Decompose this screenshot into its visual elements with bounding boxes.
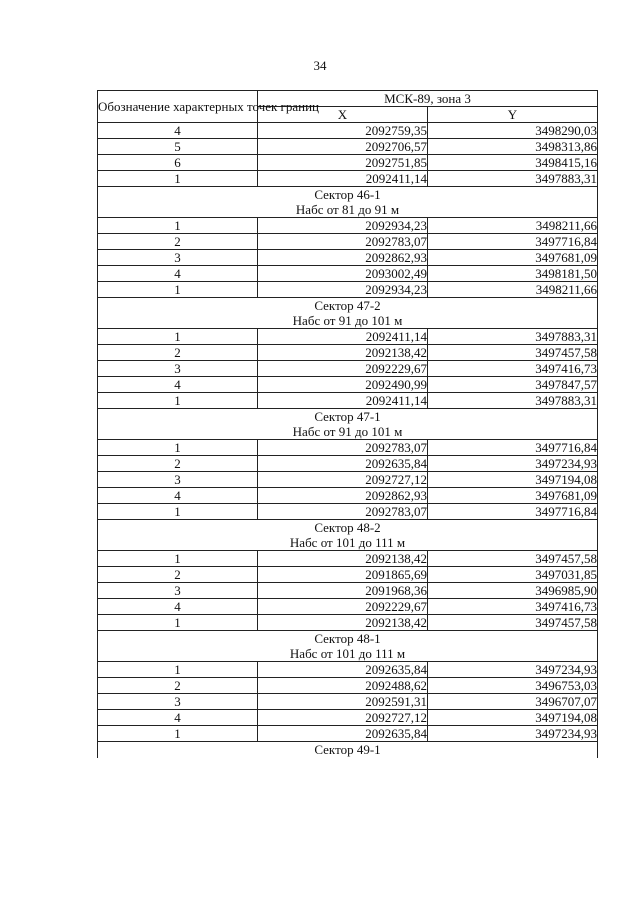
table-row <box>98 615 598 631</box>
point-number-cell: 1 <box>98 440 258 456</box>
y-coordinate-cell: 3497681,09 <box>428 488 598 504</box>
x-coordinate-cell: 2092727,12 <box>258 710 428 726</box>
table-row <box>98 678 598 694</box>
table-row <box>98 599 598 615</box>
point-number-cell: 3 <box>98 694 258 710</box>
x-coordinate-cell: 2092635,84 <box>258 726 428 742</box>
y-coordinate-cell: 3497031,85 <box>428 567 598 583</box>
table-row <box>98 504 598 520</box>
y-coordinate-cell: 3497234,93 <box>428 456 598 472</box>
table-row <box>98 583 598 599</box>
x-coordinate-cell: 2092488,62 <box>258 678 428 694</box>
page-number: 34 <box>313 58 327 73</box>
sector-header <box>98 409 598 440</box>
y-coordinate-cell: 3497847,57 <box>428 377 598 393</box>
sector-name: Сектор 46-1 <box>314 187 381 202</box>
point-number-cell: 1 <box>98 551 258 567</box>
point-number-cell: 1 <box>98 282 258 298</box>
x-coordinate-cell: 2092783,07 <box>258 504 428 520</box>
point-number-cell: 1 <box>98 218 258 234</box>
sector-header-row <box>98 742 598 759</box>
y-coordinate-cell: 3498211,66 <box>428 282 598 298</box>
y-coordinate-cell: 3497883,31 <box>428 329 598 345</box>
sector-header <box>98 187 598 218</box>
y-coordinate-cell: 3497416,73 <box>428 361 598 377</box>
sector-header <box>98 520 598 551</box>
sector-elevation-range: Набс от 81 до 91 м <box>295 202 400 217</box>
point-number-cell: 3 <box>98 250 258 266</box>
y-coordinate-cell: 3496753,03 <box>428 678 598 694</box>
y-coordinate-cell: 3498415,16 <box>428 155 598 171</box>
table-row <box>98 155 598 171</box>
x-coordinate-cell: 2092635,84 <box>258 456 428 472</box>
y-coordinate-cell: 3497457,58 <box>428 345 598 361</box>
y-coordinate-cell: 3497457,58 <box>428 615 598 631</box>
y-coordinate-cell: 3497883,31 <box>428 393 598 409</box>
y-coordinate-cell: 3498211,66 <box>428 218 598 234</box>
table-row <box>98 377 598 393</box>
sector-elevation-range: Набс от 101 до 111 м <box>289 646 406 661</box>
x-coordinate-cell: 2092138,42 <box>258 615 428 631</box>
table-row <box>98 694 598 710</box>
x-coordinate-cell: 2092591,31 <box>258 694 428 710</box>
y-coordinate-cell: 3497681,09 <box>428 250 598 266</box>
sector-name: Сектор 47-1 <box>314 409 381 424</box>
y-coordinate-cell: 3497234,93 <box>428 726 598 742</box>
y-coordinate-cell: 3496707,07 <box>428 694 598 710</box>
x-coordinate-cell: 2092138,42 <box>258 551 428 567</box>
table-row <box>98 171 598 187</box>
table-row <box>98 440 598 456</box>
table-row <box>98 551 598 567</box>
y-column-header: Y <box>428 107 598 123</box>
sector-name: Сектор 47-2 <box>314 298 381 313</box>
x-coordinate-cell: 2091968,36 <box>258 583 428 599</box>
point-number-cell: 2 <box>98 456 258 472</box>
table-row <box>98 361 598 377</box>
table-row <box>98 472 598 488</box>
table-row <box>98 266 598 282</box>
y-coordinate-cell: 3496985,90 <box>428 583 598 599</box>
sector-elevation-range: Набс от 101 до 111 м <box>289 535 406 550</box>
point-number-cell: 3 <box>98 361 258 377</box>
y-coordinate-cell: 3498290,03 <box>428 123 598 139</box>
table-row <box>98 393 598 409</box>
table-row <box>98 662 598 678</box>
sector-elevation-range: Набс от 91 до 101 м <box>292 424 403 439</box>
coordinates-table <box>97 90 598 758</box>
x-coordinate-cell: 2092411,14 <box>258 393 428 409</box>
x-coordinate-cell: 2092783,07 <box>258 440 428 456</box>
x-column-header: X <box>258 107 428 123</box>
sector-header <box>98 298 598 329</box>
point-number-cell: 1 <box>98 504 258 520</box>
point-number-cell: 4 <box>98 710 258 726</box>
point-number-cell: 1 <box>98 393 258 409</box>
sector-name: Сектор 48-1 <box>314 631 381 646</box>
table-header-row <box>98 91 598 107</box>
point-number-cell: 4 <box>98 266 258 282</box>
table-row <box>98 123 598 139</box>
point-number-cell: 1 <box>98 171 258 187</box>
x-coordinate-cell: 2092229,67 <box>258 361 428 377</box>
x-coordinate-cell: 2092934,23 <box>258 218 428 234</box>
x-coordinate-cell: 2092635,84 <box>258 662 428 678</box>
point-number-cell: 1 <box>98 329 258 345</box>
x-coordinate-cell: 2092490,99 <box>258 377 428 393</box>
point-number-cell: 4 <box>98 599 258 615</box>
sector-header-row <box>98 409 598 440</box>
x-coordinate-cell: 2092411,14 <box>258 171 428 187</box>
y-coordinate-cell: 3497416,73 <box>428 599 598 615</box>
table-row <box>98 234 598 250</box>
point-number-cell: 3 <box>98 583 258 599</box>
x-coordinate-cell: 2091865,69 <box>258 567 428 583</box>
x-coordinate-cell: 2092706,57 <box>258 139 428 155</box>
point-number-cell: 2 <box>98 567 258 583</box>
x-coordinate-cell: 2092751,85 <box>258 155 428 171</box>
x-coordinate-cell: 2092229,67 <box>258 599 428 615</box>
x-coordinate-cell: 2092862,93 <box>258 250 428 266</box>
sector-header-row <box>98 631 598 662</box>
y-coordinate-cell: 3497194,08 <box>428 472 598 488</box>
point-number-cell: 4 <box>98 488 258 504</box>
sector-header-row <box>98 187 598 218</box>
y-coordinate-cell: 3497716,84 <box>428 440 598 456</box>
sector-header <box>98 631 598 662</box>
x-coordinate-cell: 2092934,23 <box>258 282 428 298</box>
sector-header-row <box>98 298 598 329</box>
y-coordinate-cell: 3497716,84 <box>428 234 598 250</box>
table-row <box>98 282 598 298</box>
point-number-cell: 4 <box>98 377 258 393</box>
y-coordinate-cell: 3497234,93 <box>428 662 598 678</box>
point-number-cell: 1 <box>98 662 258 678</box>
table-row <box>98 139 598 155</box>
sector-elevation-range: Набс от 91 до 101 м <box>292 313 403 328</box>
x-coordinate-cell: 2092862,93 <box>258 488 428 504</box>
table-row <box>98 345 598 361</box>
x-coordinate-cell: 2092759,35 <box>258 123 428 139</box>
point-number-cell: 4 <box>98 123 258 139</box>
x-coordinate-cell: 2092783,07 <box>258 234 428 250</box>
x-coordinate-cell: 2093002,49 <box>258 266 428 282</box>
coordinate-system-header: МСК-89, зона 3 <box>258 91 598 107</box>
x-coordinate-cell: 2092138,42 <box>258 345 428 361</box>
point-number-cell: 1 <box>98 615 258 631</box>
y-coordinate-cell: 3497716,84 <box>428 504 598 520</box>
point-number-cell: 2 <box>98 345 258 361</box>
x-coordinate-cell: 2092411,14 <box>258 329 428 345</box>
sector-header <box>98 742 598 759</box>
y-coordinate-cell: 3498313,86 <box>428 139 598 155</box>
point-number-cell: 3 <box>98 472 258 488</box>
point-number-cell: 5 <box>98 139 258 155</box>
sector-header-row <box>98 520 598 551</box>
y-coordinate-cell: 3497194,08 <box>428 710 598 726</box>
table-row <box>98 456 598 472</box>
sector-name: Сектор 48-2 <box>314 520 381 535</box>
y-coordinate-cell: 3498181,50 <box>428 266 598 282</box>
point-number-cell: 2 <box>98 678 258 694</box>
table-row <box>98 218 598 234</box>
table-row <box>98 329 598 345</box>
table-row <box>98 250 598 266</box>
x-coordinate-cell: 2092727,12 <box>258 472 428 488</box>
table-row <box>98 488 598 504</box>
point-designation-header: Обозначение характерных точек границ <box>98 91 258 123</box>
point-number-cell: 6 <box>98 155 258 171</box>
table-row <box>98 710 598 726</box>
y-coordinate-cell: 3497457,58 <box>428 551 598 567</box>
point-number-cell: 2 <box>98 234 258 250</box>
point-number-cell: 1 <box>98 726 258 742</box>
table-row <box>98 567 598 583</box>
coordinates-table-body <box>98 91 598 759</box>
sector-name: Сектор 49-1 <box>314 742 381 757</box>
y-coordinate-cell: 3497883,31 <box>428 171 598 187</box>
table-row <box>98 726 598 742</box>
